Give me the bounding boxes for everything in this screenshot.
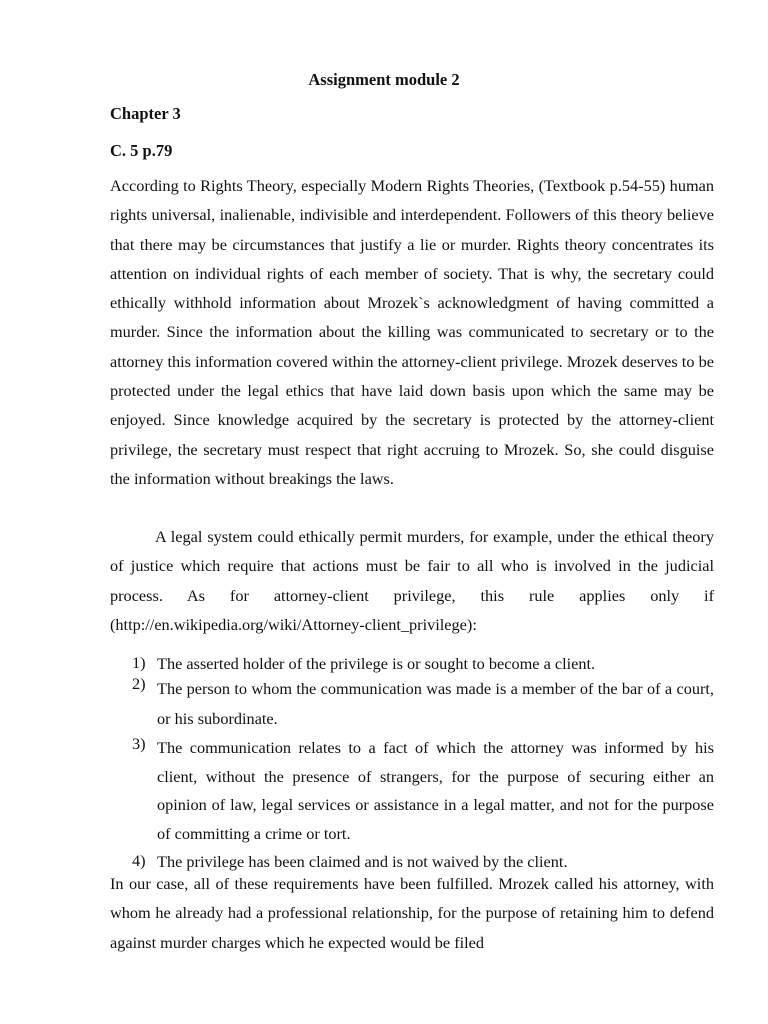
list-item — [110, 734, 714, 848]
list-item-text: The communication relates to a fact of which the attorney was informed by his client, without the presence of strangers, for the purpose of securing either an opinion of law, legal services or assistance in a legal matter, and not for the purpose of committing a crime or tort. — [157, 738, 714, 843]
body-paragraph-1: According to Rights Theory, especially Modern Rights Theories, (Textbook p.54-55) human rights universal, inalienable, indivisible and interdependent. Followers of this theory believe that there may be circumstances that justify a lie or murder. Rights theory concentrates its attention on individual rights of each member of society. That is why, the secretary could ethically withhold information about Mrozek`s acknowledgment of having committed a murder. Since the information about the killing was communicated to secretary or to the attorney this information covered within the attorney-client privilege. Mrozek deserves to be protected under the legal ethics that have laid down basis upon which the same may be enjoyed. Since knowledge acquired by the secretary is protected by the attorney-client privilege, the secretary must respect that right accruing to Mrozek. So, she could disguise the information without breakings the laws. — [110, 176, 714, 488]
list-item-text: The privilege has been claimed and is not waived by the client. — [157, 852, 568, 871]
privilege-requirements-list — [110, 653, 714, 876]
body-paragraph-2: A legal system could ethically permit murders, for example, under the ethical theory of justice which require that actions must be fair to all who is involved in the judicial process. As for attorney-client privilege, this rule applies only if (http://en.wikipedia.org/wiki/Attorney-client_privilege): — [110, 527, 714, 634]
section-heading: C. 5 p.79 — [110, 141, 173, 160]
list-item-text: The person to whom the communication was made is a member of the bar of a court, or his subordinate. — [157, 679, 714, 728]
document-title: Assignment module 2 — [308, 70, 460, 89]
list-item-number: 3) — [132, 734, 146, 753]
body-paragraph-3: In our case, all of these requirements have been fulfilled. Mrozek called his attorney, with whom he already had a professional relationship, for the purpose of retaining him to defend against murder charges which he expected would be filed — [110, 874, 714, 952]
list-item-number: 2) — [132, 674, 146, 693]
list-item-number: 1) — [132, 653, 146, 672]
list-item — [110, 653, 714, 675]
chapter-heading: Chapter 3 — [110, 104, 181, 123]
list-item-text: The asserted holder of the privilege is or sought to become a client. — [157, 654, 596, 673]
list-item-number: 4) — [132, 851, 146, 870]
list-item — [110, 674, 714, 734]
